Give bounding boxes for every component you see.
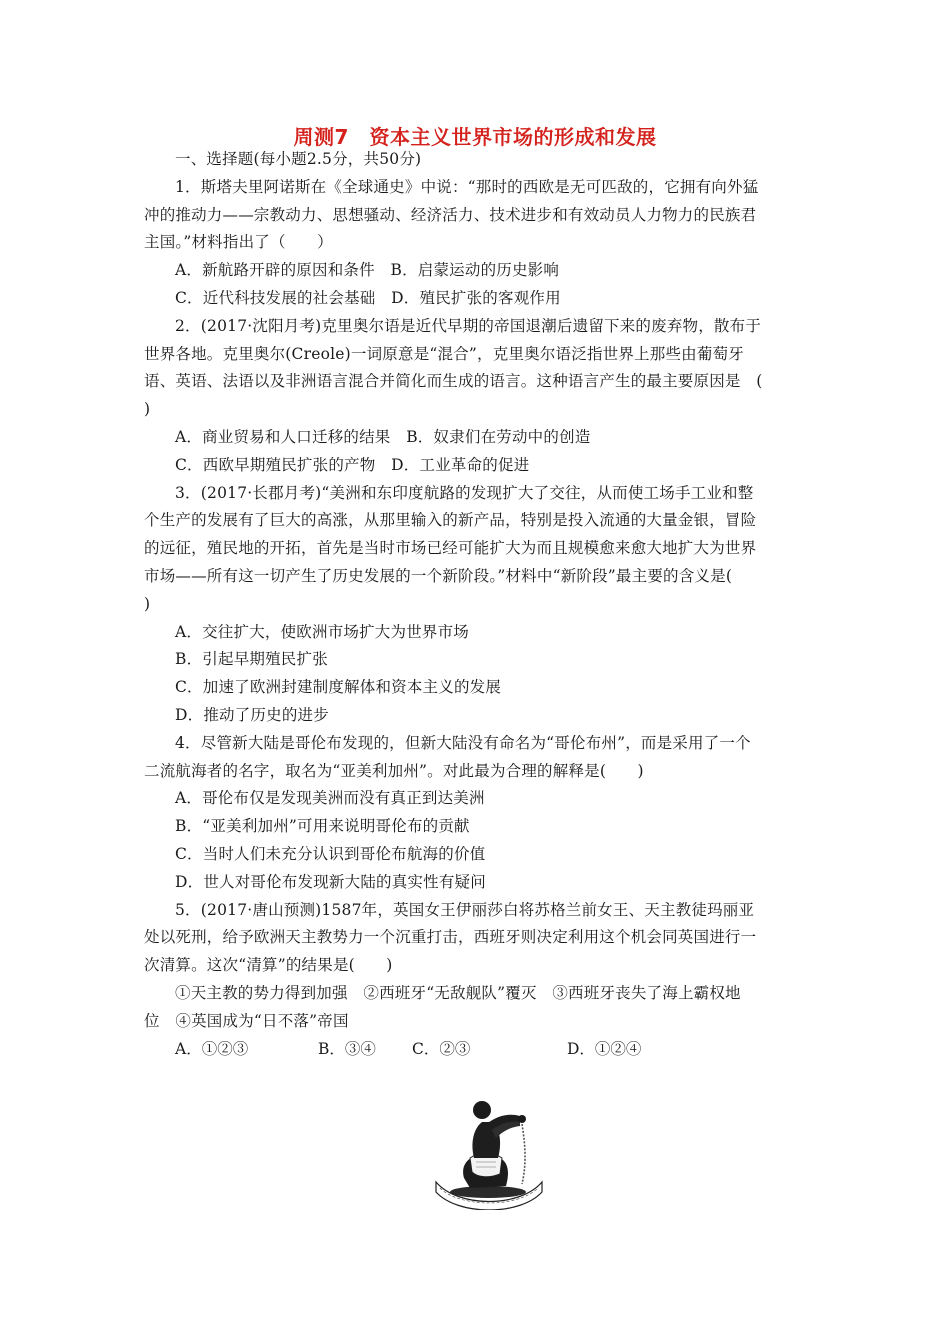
q4-option-a: A．哥伦布仅是发现美洲而没有真正到达美洲 [175,789,485,807]
q4-option-b: B．“亚美利加州”可用来说明哥伦布的贡献 [175,817,470,835]
section-heading: 一、选择题(每小题2.5分，共50分) [175,150,422,168]
q2-option-cd: C．西欧早期殖民扩张的产物 D．工业革命的促进 [175,456,530,474]
q5-line-5: 位 ④英国成为“日不落”帝国 [144,1012,349,1030]
q3-option-b: B．引起早期殖民扩张 [175,650,328,668]
q2-line-3: 语、英语、法语以及非洲语言混合并简化而生成的语言。这种语言产生的最主要原因是 ( [144,372,763,390]
q2-line-1: 2．(2017·沈阳月考)克里奥尔语是近代早期的帝国退潮后遗留下来的废弃物，散布于 [175,317,762,335]
q1-option-ab: A．新航路开辟的原因和条件 B．启蒙运动的历史影响 [175,261,560,279]
q3-line-1: 3．(2017·长郡月考)“美洲和东印度航路的发现扩大了交往，从而使工场手工业和整 [175,484,754,502]
q5-line-2: 处以死刑，给予欧洲天主教势力一个沉重打击，西班牙则决定利用这个机会同英国进行一 [144,928,757,946]
q3-line-5: ) [144,595,151,613]
q4-line-1: 4．尽管新大陆是哥伦布发现的，但新大陆没有命名为“哥伦布州”，而是采用了一个 [175,734,751,752]
page-title: 周测7 资本主义世界市场的形成和发展 [293,125,657,149]
q5-line-4: ①天主教的势力得到加强 ②西班牙“无敌舰队”覆灭 ③西班牙丧失了海上霸权地 [175,984,741,1002]
q4-option-c: C．当时人们未充分认识到哥伦布航海的价值 [175,845,486,863]
q1-line-1: 1．斯塔夫里阿诺斯在《全球通史》中说：“那时的西欧是无可匹敌的，它拥有向外猛 [175,178,759,196]
q5-option-d: D．①②④ [567,1040,642,1058]
q5-line-1: 5．(2017·唐山预测)1587年，英国女王伊丽莎白将苏格兰前女王、天主教徒玛丽亚 [175,901,755,919]
q5-options [0,1039,950,1061]
q5-option-b: B．③④ [318,1040,376,1058]
q3-option-a: A．交往扩大，使欧洲市场扩大为世界市场 [175,623,469,641]
q1-line-3: 主国。”材料指出了（ ） [144,233,333,251]
q3-line-2: 个生产的发展有了巨大的高涨，从那里输入的新产品，特别是投入流通的大量金银，冒险 [144,511,757,529]
q3-option-d: D．推动了历史的进步 [175,706,329,724]
kneeling-figure-medallion-icon [430,1088,548,1210]
q5-option-a: A．①②③ [175,1040,249,1058]
q5-option-c: C．②③ [412,1040,471,1058]
q4-option-d: D．世人对哥伦布发现新大陆的真实性有疑问 [175,873,486,891]
q1-line-2: 冲的推动力——宗教动力、思想骚动、经济活力、技术进步和有效动员人力物力的民族君 [144,206,757,224]
q2-line-2: 世界各地。克里奥尔(Creole)一词原意是“混合”，克里奥尔语泛指世界上那些由葡萄牙 [144,345,744,363]
q2-option-ab: A．商业贸易和人口迁移的结果 B．奴隶们在劳动中的创造 [175,428,591,446]
q5-line-3: 次清算。这次“清算”的结果是( ) [144,956,393,974]
q2-line-4: ) [144,400,151,418]
q1-option-cd: C．近代科技发展的社会基础 D．殖民扩张的客观作用 [175,289,561,307]
q4-line-2: 二流航海者的名字，取名为“亚美利加州”。对此最为合理的解释是( ) [144,762,644,780]
q3-line-3: 的远征，殖民地的开拓，首先是当时市场已经可能扩大为而且规模愈来愈大地扩大为世界 [144,539,757,557]
q3-option-c: C．加速了欧洲封建制度解体和资本主义的发展 [175,678,502,696]
q3-line-4: 市场——所有这一切产生了历史发展的一个新阶段。”材料中“新阶段”最主要的含义是( [144,567,733,585]
